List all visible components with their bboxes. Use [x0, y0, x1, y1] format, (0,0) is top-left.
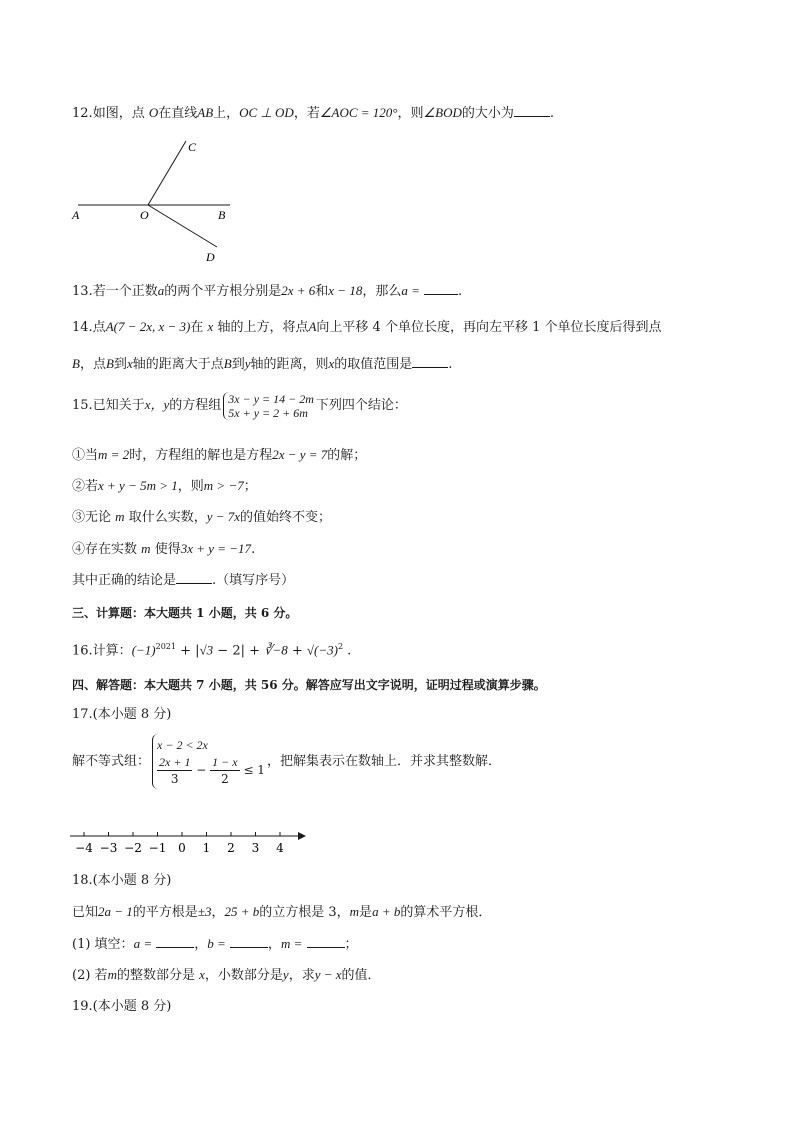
question-15-answer: 其中正确的结论是 .（填写序号） — [72, 573, 295, 588]
question-14-line1: 14.点A(7 − 2x, x − 3)在 x 轴的上方，将点A向上平移 4 个单位长度，再向左平移 1 个单位长度后得到点 — [72, 319, 662, 335]
inequality-system: x − 2 < 2x $\frac{2x + 1}{3}$ − $\frac{1 - x}{2}$ ≤ 1 — [152, 734, 265, 789]
question-18-title: 18.(本小题 8 分) — [72, 873, 172, 888]
question-19-title: 19.(本小题 8 分) — [72, 999, 172, 1014]
ray-od — [148, 205, 217, 247]
answer-blank[interactable] — [424, 282, 458, 295]
label-c: C — [188, 140, 197, 154]
tick-label: −4 — [75, 841, 93, 855]
ray-oc — [148, 141, 186, 205]
question-15: 15.已知关于x，y的方程组 3x − y = 14 − 2m 5x + y = 2 + 6m 下列四个结论： — [72, 391, 407, 420]
answer-blank-a[interactable] — [156, 935, 194, 948]
equation-system: 3x − y = 14 − 2m 5x + y = 2 + 6m — [223, 392, 314, 420]
number-line — [66, 828, 316, 858]
tick-label: 0 — [178, 841, 186, 855]
conclusion-4: ④存在实数 m 使得3x + y = −17. — [72, 541, 256, 557]
tick-label: 4 — [276, 841, 284, 855]
question-17: 解不等式组： x − 2 < 2x $\frac{2x + 1}{3}$ − $\frac{1 - x}{2}$ ≤ 1 ，把解集表示在数轴上．并求其整数解． — [72, 732, 501, 792]
conclusion-1: ①当m = 2时，方程组的解也是方程2x − y = 7的解； — [72, 447, 367, 463]
label-b: B — [218, 208, 226, 222]
conclusion-3: ③无论 m 取什么实数，y − 7x的值始终不变； — [72, 509, 332, 525]
section-3-heading: 三、计算题：本大题共 1 小题，共 6 分。 — [72, 606, 298, 620]
answer-blank[interactable] — [176, 571, 212, 584]
question-14-line2: B，点B到x轴的距离大于点B到y轴的距离，则x的取值范围是 . — [72, 356, 453, 372]
answer-blank-m[interactable] — [307, 935, 345, 948]
answer-blank-b[interactable] — [230, 935, 268, 948]
label-o: O — [140, 208, 149, 222]
answer-blank[interactable] — [412, 355, 448, 368]
label-a: A — [72, 208, 80, 222]
tick-label: −2 — [124, 841, 142, 855]
tick-label: 2 — [227, 841, 235, 855]
question-17-title: 17.(本小题 8 分) — [72, 707, 172, 722]
question-18-part1: (1) 填空：a = ，b = ，m = ； — [72, 936, 358, 952]
question-18-line1: 已知2a − 1的平方根是±3，25 + b的立方根是 3，m是a + b的算术平方根． — [72, 904, 492, 920]
label-d: D — [206, 250, 215, 264]
answer-blank[interactable] — [514, 104, 550, 117]
conclusion-2: ②若x + y − 5m > 1，则m > −7； — [72, 478, 257, 494]
question-16: 16.计算：$(-1)^{2021} + |√3 - 2|$ + ∛−8 + $√(-3)^2$ . — [72, 642, 352, 659]
tick-label: −3 — [99, 841, 118, 855]
tick-label: −1 — [148, 841, 167, 855]
question-12: 12.如图，点 O在直线AB上，OC ⊥ OD，若∠AOC = 120°，则∠BOD的大小为 . — [72, 105, 555, 121]
tick-label: 1 — [202, 841, 211, 855]
tick-label: 3 — [251, 841, 260, 855]
question-13: 13.若一个正数a的两个平方根分别是2x + 6和x − 18，那么a = . — [72, 283, 463, 299]
angle-figure — [68, 135, 248, 265]
section-4-heading: 四、解答题：本大题共 7 小题，共 56 分。解答应写出文字说明，证明过程或演算步骤。 — [72, 678, 546, 692]
question-18-part2: (2) 若m的整数部分是 x，小数部分是y，求y − x的值． — [72, 967, 381, 983]
